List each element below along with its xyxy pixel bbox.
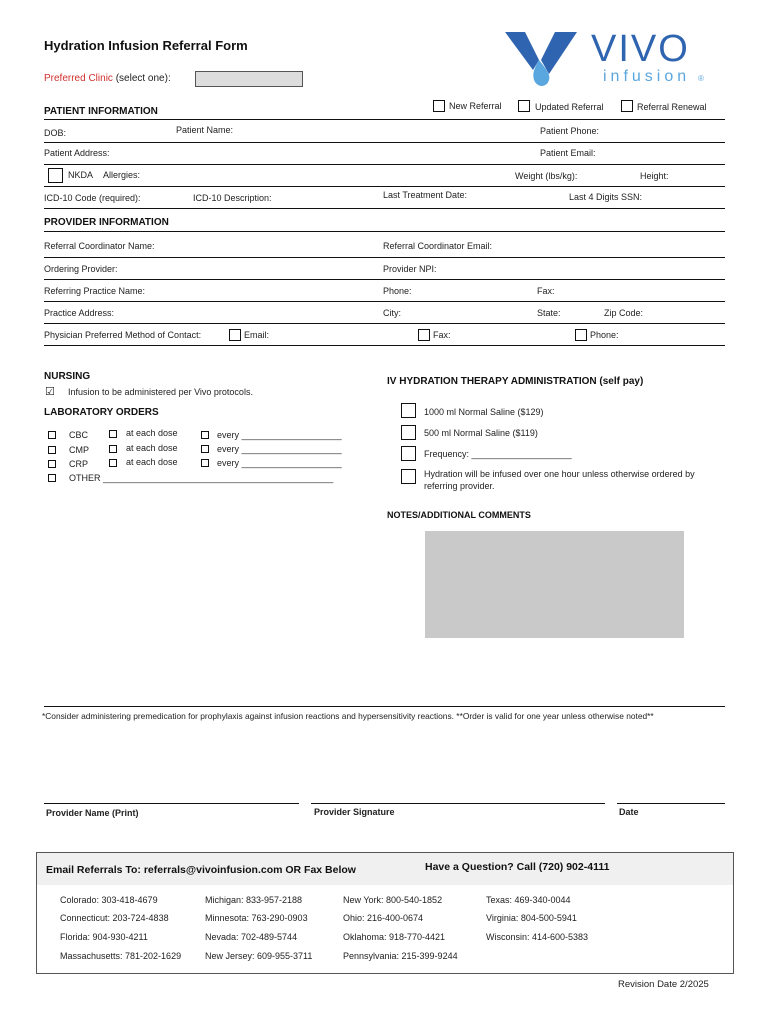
state-label: State: [537, 308, 561, 318]
referral-renewal-label: Referral Renewal [637, 102, 707, 112]
crp-every-checkbox[interactable] [201, 459, 209, 467]
patient-name-label: Patient Name: [176, 125, 234, 135]
cmp-each-dose-checkbox[interactable] [109, 445, 117, 453]
contact-fax-label: Fax: [433, 330, 451, 340]
cbc-label: CBC [69, 430, 89, 440]
contact-new-jersey: New Jersey: 609-955-3711 [205, 951, 313, 961]
contact-fax-checkbox[interactable] [418, 329, 430, 341]
contact-email-checkbox[interactable] [229, 329, 241, 341]
nursing-protocol-text: Infusion to be administered per Vivo protocols. [68, 387, 253, 397]
contact-texas: Texas: 469-340-0044 [486, 895, 571, 905]
divider [44, 301, 725, 302]
signature-label: Provider Signature [314, 807, 395, 817]
updated-referral-label: Updated Referral [535, 102, 604, 112]
provider-info-heading: PROVIDER INFORMATION [44, 217, 169, 228]
icd-code-label: ICD-10 Code (required): [44, 193, 141, 203]
therapy-heading: IV HYDRATION THERAPY ADMINISTRATION (self pay) [387, 376, 644, 387]
updated-referral-checkbox[interactable] [518, 100, 530, 112]
patient-info-heading: PATIENT INFORMATION [44, 106, 158, 117]
icd-description-label: ICD-10 Description: [193, 193, 272, 203]
crp-checkbox[interactable] [48, 460, 56, 468]
divider [44, 142, 725, 143]
practice-fax-label: Fax: [537, 286, 555, 296]
contact-florida: Florida: 904-930-4211 [60, 932, 148, 942]
date-label: Date [619, 807, 639, 817]
allergies-label: Allergies: [103, 170, 141, 180]
city-label: City: [383, 308, 401, 318]
crp-each-dose-checkbox[interactable] [109, 459, 117, 467]
nursing-checked-icon[interactable]: ☑ [45, 386, 55, 398]
revision-date: Revision Date 2/2025 [618, 979, 709, 990]
divider [44, 164, 725, 165]
cbc-checkbox[interactable] [48, 431, 56, 439]
crp-label: CRP [69, 459, 89, 469]
contact-minnesota: Minnesota: 763-290-0903 [205, 913, 308, 923]
ssn-label: Last 4 Digits SSN: [569, 192, 643, 202]
divider [44, 231, 725, 232]
contact-wisconsin: Wisconsin: 414-600-5383 [486, 932, 589, 942]
contact-box [36, 852, 734, 974]
preferred-clinic-label [44, 73, 171, 84]
new-referral-checkbox[interactable] [433, 100, 445, 112]
cmp-checkbox[interactable] [48, 446, 56, 454]
cbc-every-checkbox[interactable] [201, 431, 209, 439]
contact-oklahoma: Oklahoma: 918-770-4421 [343, 932, 446, 942]
provider-name-label: Provider Name (Print) [46, 808, 139, 818]
contact-colorado: Colorado: 303-418-4679 [60, 895, 158, 905]
practice-name-label: Referring Practice Name: [44, 286, 146, 296]
logo-mark: ® [698, 74, 704, 83]
preferred-clinic-text: Preferred Clinic [44, 73, 113, 84]
preferred-clinic-select[interactable] [195, 71, 303, 87]
notes-heading: NOTES/ADDITIONAL COMMENTS [387, 510, 531, 520]
contact-connecticut: Connecticut: 203-724-4838 [60, 913, 169, 923]
patient-address-label: Patient Address: [44, 148, 110, 158]
coordinator-name-label: Referral Coordinator Name: [44, 241, 155, 251]
contact-method-label: Physician Preferred Method of Contact: [44, 330, 202, 340]
saline-500-label: 500 ml Normal Saline ($119) [424, 428, 538, 438]
provider-name-line[interactable] [44, 803, 299, 804]
nkda-label: NKDA [68, 170, 94, 180]
zip-label: Zip Code: [604, 308, 644, 318]
patient-phone-label: Patient Phone: [540, 126, 600, 136]
contact-phone-checkbox[interactable] [575, 329, 587, 341]
divider [44, 208, 725, 209]
saline-1000-checkbox[interactable] [401, 403, 416, 418]
patient-email-label: Patient Email: [540, 148, 596, 158]
vivo-logo-mark-icon [505, 30, 585, 90]
divider [44, 706, 725, 707]
one-hour-note-line2: referring provider. [424, 481, 495, 491]
frequency-label: Frequency: ____________________ [424, 449, 572, 459]
other-checkbox[interactable] [48, 474, 56, 482]
nursing-heading: NURSING [44, 371, 91, 382]
footnote: *Consider administering premedication for prophylaxis against infusion reactions and hypersensitivity reactions. **Order is valid for one year unless otherwise noted** [42, 711, 654, 721]
date-line[interactable] [617, 803, 725, 804]
divider [44, 119, 725, 120]
cmp-every-checkbox[interactable] [201, 445, 209, 453]
cmp-each-dose-label: at each dose [126, 443, 178, 453]
last-treatment-label: Last Treatment Date: [383, 190, 468, 200]
form-title: Hydration Infusion Referral Form [44, 38, 248, 53]
one-hour-checkbox[interactable] [401, 469, 416, 484]
signature-line[interactable] [311, 803, 605, 804]
preferred-clinic-hint: (select one): [115, 73, 171, 84]
other-label: OTHER ______________________________________________ [69, 473, 334, 483]
crp-each-dose-label: at each dose [126, 457, 178, 467]
divider [44, 257, 725, 258]
divider [44, 279, 725, 280]
ordering-provider-label: Ordering Provider: [44, 264, 118, 274]
email-referrals-text: Email Referrals To: referrals@vivoinfusion.com OR Fax Below [46, 864, 356, 876]
divider [44, 323, 725, 324]
new-referral-label: New Referral [449, 101, 502, 111]
contact-ohio: Ohio: 216-400-0674 [343, 913, 424, 923]
cbc-every-label: every ____________________ [217, 430, 342, 440]
one-hour-note-line1: Hydration will be infused over one hour unless otherwise ordered by [424, 469, 695, 479]
weight-label: Weight (lbs/kg): [515, 171, 578, 181]
coordinator-email-label: Referral Coordinator Email: [383, 241, 493, 251]
logo-sub: infusion [603, 68, 691, 85]
cmp-every-label: every ____________________ [217, 444, 342, 454]
notes-textarea[interactable] [425, 531, 684, 638]
referral-renewal-checkbox[interactable] [621, 100, 633, 112]
contact-pennsylvania: Pennsylvania: 215-399-9244 [343, 951, 458, 961]
question-text: Have a Question? Call (720) 902-4111 [425, 861, 610, 873]
cbc-each-dose-label: at each dose [126, 428, 178, 438]
saline-500-checkbox[interactable] [401, 425, 416, 440]
contact-new-york: New York: 800-540-1852 [343, 895, 443, 905]
contact-nevada: Nevada: 702-489-5744 [205, 932, 298, 942]
lab-orders-heading: LABORATORY ORDERS [44, 407, 159, 418]
saline-1000-label: 1000 ml Normal Saline ($129) [424, 407, 544, 417]
frequency-checkbox[interactable] [401, 446, 416, 461]
cmp-label: CMP [69, 445, 89, 455]
cbc-each-dose-checkbox[interactable] [109, 430, 117, 438]
crp-every-label: every ____________________ [217, 458, 342, 468]
contact-massachusetts: Massachusetts: 781-202-1629 [60, 951, 182, 961]
practice-address-label: Practice Address: [44, 308, 115, 318]
practice-phone-label: Phone: [383, 286, 412, 296]
logo-name: VIVO [591, 28, 690, 70]
vivo-logo [505, 30, 715, 90]
dob-label: DOB: [44, 128, 67, 138]
contact-email-label: Email: [244, 330, 270, 340]
divider [44, 186, 725, 187]
height-label: Height: [640, 171, 669, 181]
contact-virginia: Virginia: 804-500-5941 [486, 913, 577, 923]
contact-phone-label: Phone: [590, 330, 619, 340]
divider [44, 345, 725, 346]
nkda-checkbox[interactable] [48, 168, 63, 183]
provider-npi-label: Provider NPI: [383, 264, 437, 274]
contact-michigan: Michigan: 833-957-2188 [205, 895, 303, 905]
